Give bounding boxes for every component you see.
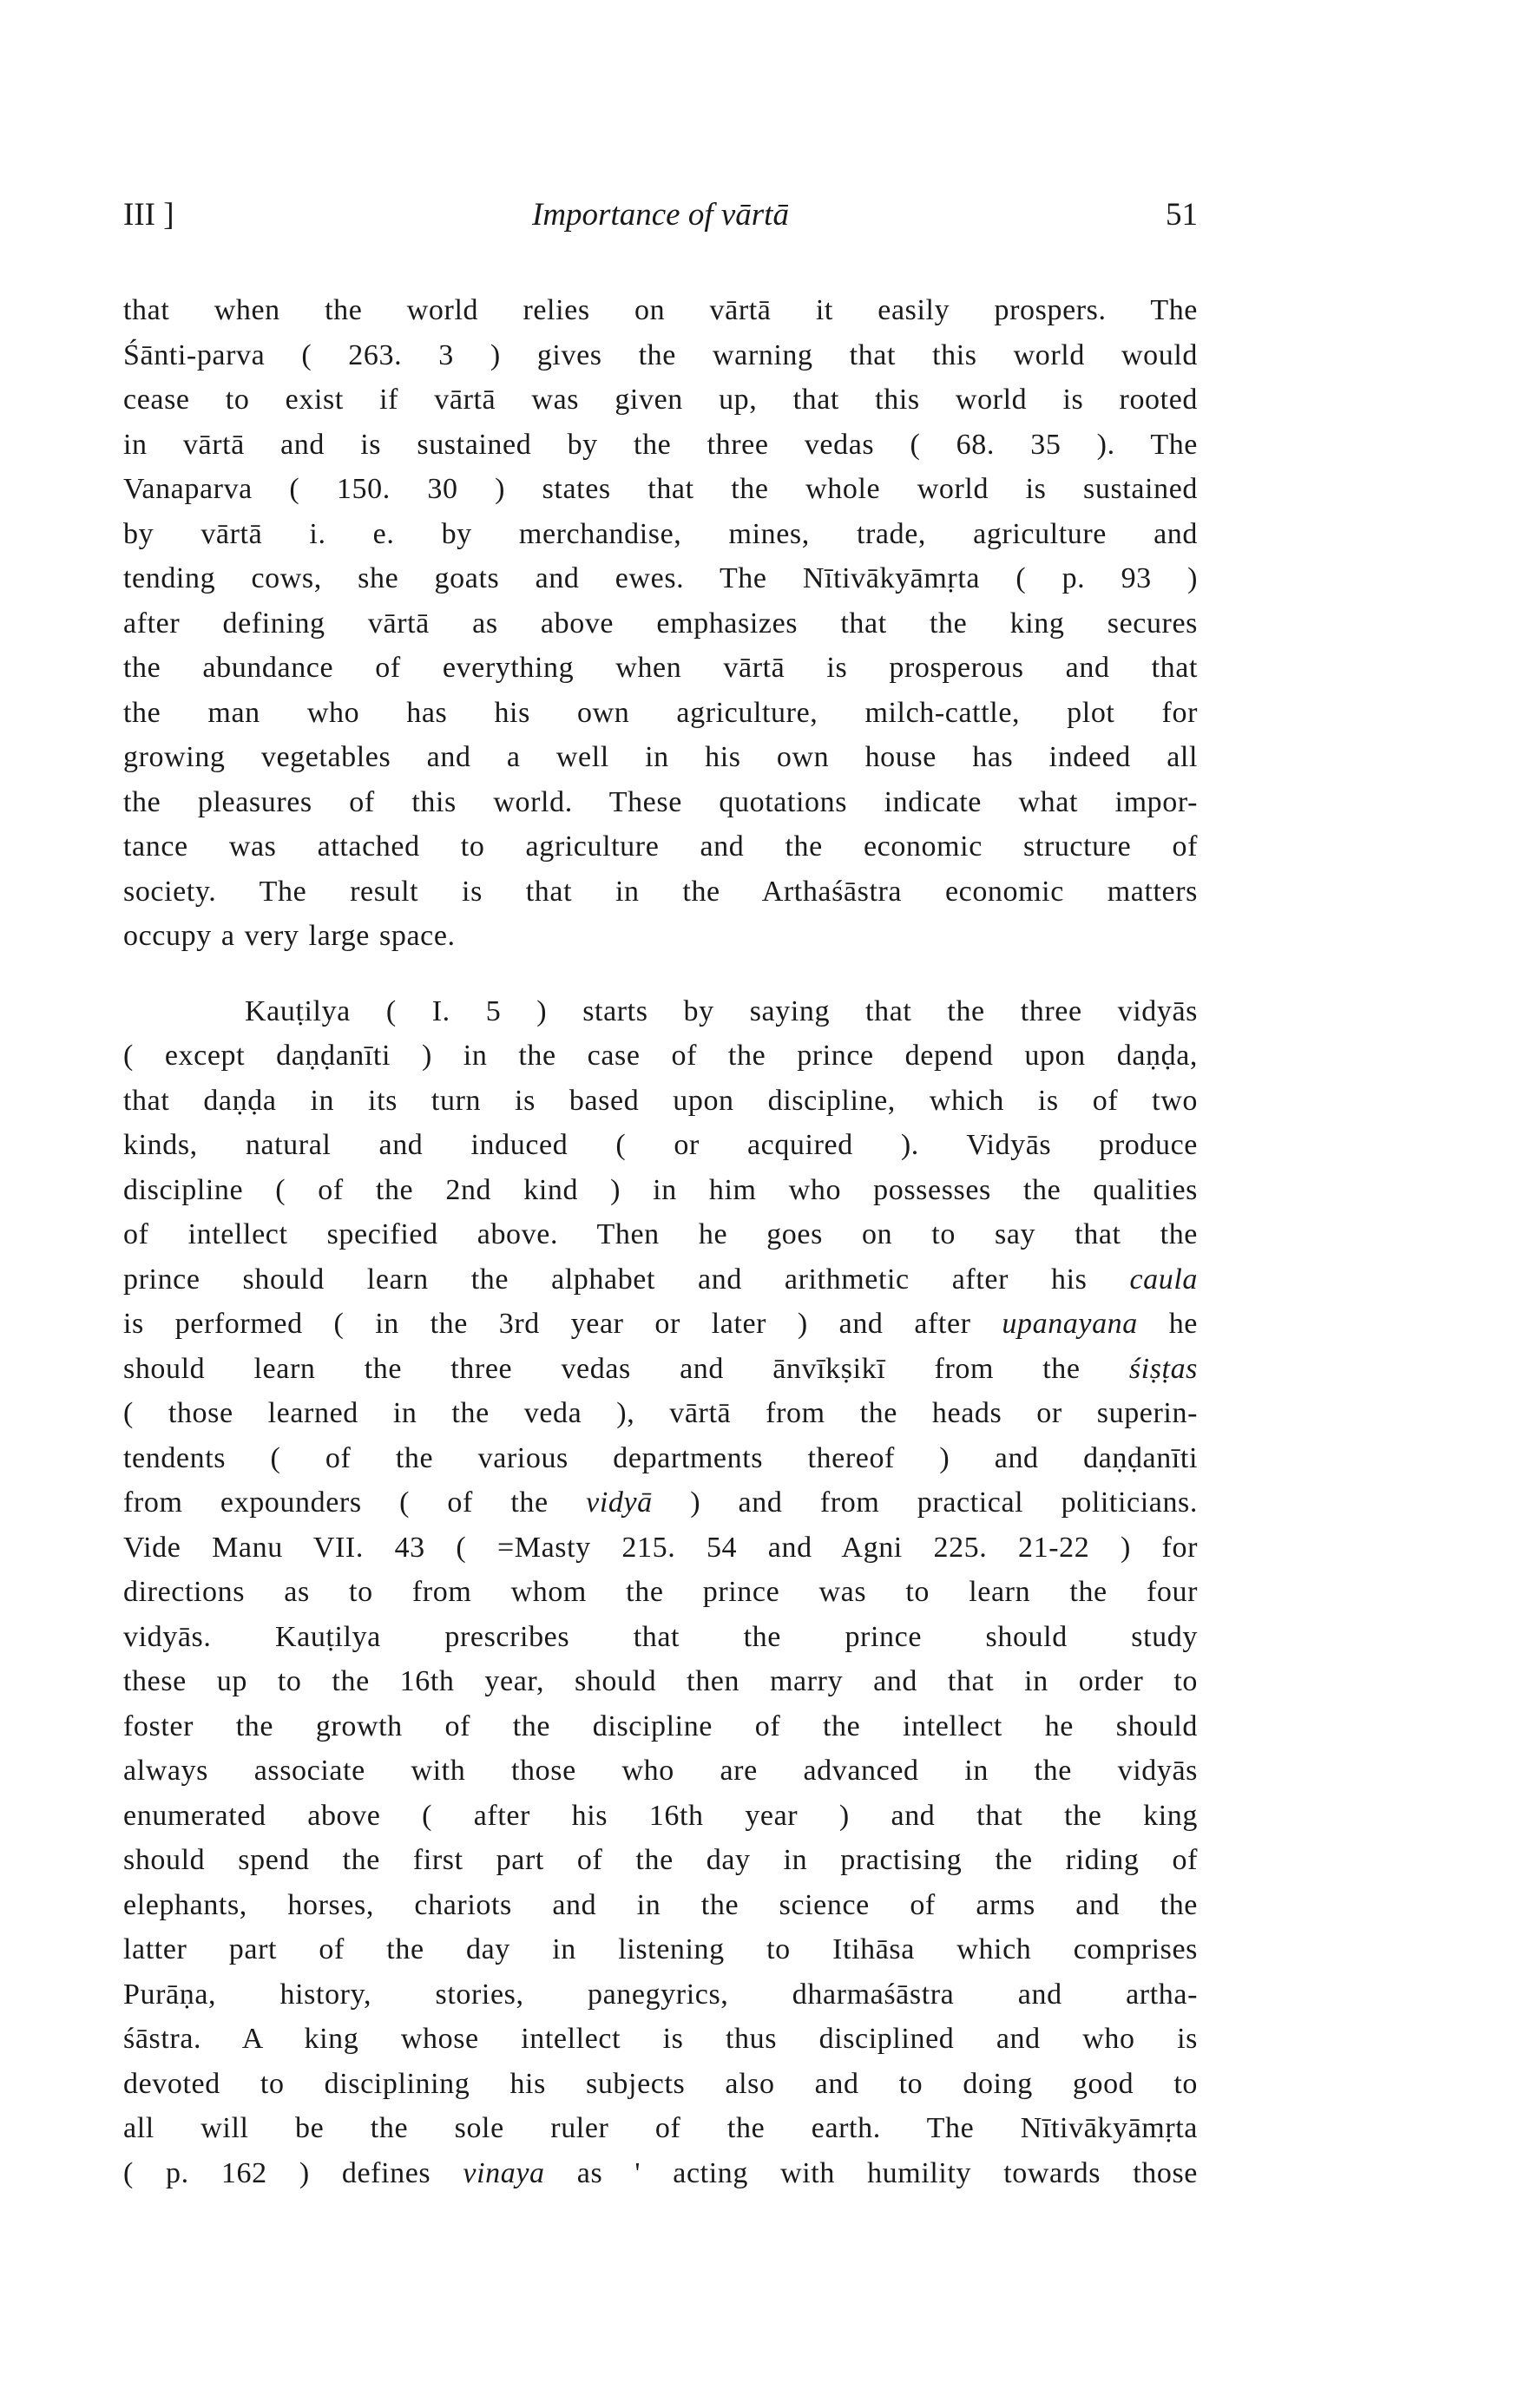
text-line: Kauṭilya ( I. 5 ) starts by saying that the three vidyās: [245, 994, 1198, 1027]
chapter-number: III ]: [123, 197, 174, 233]
text-line: the abundance of everything when vārtā is prosperous and that: [123, 652, 1198, 684]
text-line: foster the growth of the discipline of the intellect he should: [123, 1709, 1198, 1742]
text-line: the pleasures of this world. These quotations indicate what impor-: [123, 785, 1198, 818]
text-line: vidyās. Kauṭilya prescribes that the prince should study: [123, 1620, 1198, 1653]
text-line: the man who has his own agriculture, milch-cattle, plot for: [123, 696, 1198, 729]
text-line: after defining vārtā as above emphasizes that the king secures: [123, 607, 1198, 640]
text-line: growing vegetables and a well in his own house has indeed all: [123, 741, 1198, 773]
text-line: Vanaparva ( 150. 30 ) states that the whole world is sustained: [123, 473, 1198, 505]
text-line: ( p. 162 ) defines vinaya as ' acting with humility towards those: [123, 2156, 1198, 2189]
paragraph: [123, 288, 1198, 959]
text-line: kinds, natural and induced ( or acquired ). Vidyās produce: [123, 1129, 1198, 1161]
page-number: 51: [1166, 197, 1198, 233]
text-line: śāstra. A king whose intellect is thus disciplined and who is: [123, 2023, 1198, 2055]
text-line: tending cows, she goats and ewes. The Nītivākyāmṛta ( p. 93 ): [123, 562, 1198, 594]
page-body: [123, 288, 1198, 2195]
text-line: Purāṇa, history, stories, panegyrics, dharmaśāstra and artha-: [123, 1978, 1198, 2011]
text-line: elephants, horses, chariots and in the science of arms and the: [123, 1888, 1198, 1921]
paragraph: [123, 989, 1198, 2196]
text-line: Vide Manu VII. 43 ( =Masty 215. 54 and Agni 225. 21-22 ) for: [123, 1531, 1198, 1564]
text-line: ( those learned in the veda ), vārtā from the heads or superin-: [123, 1397, 1198, 1429]
text-line: that daṇḍa in its turn is based upon discipline, which is of two: [123, 1084, 1198, 1117]
text-line: prince should learn the alphabet and arithmetic after his caula: [123, 1263, 1198, 1296]
text-line: enumerated above ( after his 16th year ) and that the king: [123, 1799, 1198, 1832]
text-line: latter part of the day in listening to Itihāsa which comprises: [123, 1933, 1198, 1965]
text-line: society. The result is that in the Arthaśāstra economic matters: [123, 875, 1198, 908]
text-line: tance was attached to agriculture and the economic structure of: [123, 830, 1198, 863]
running-title: Importance of vārtā: [532, 197, 789, 233]
text-line: should learn the three vedas and ānvīkṣikī from the śiṣṭas: [123, 1352, 1198, 1385]
text-line: that when the world relies on vārtā it easily prospers. The: [123, 294, 1198, 326]
text-line: tendents ( of the various departments thereof ) and daṇḍanīti: [123, 1441, 1198, 1474]
text-line: by vārtā i. e. by merchandise, mines, trade, agriculture and: [123, 517, 1198, 550]
text-line: always associate with those who are advanced in the vidyās: [123, 1755, 1198, 1787]
text-line: these up to the 16th year, should then marry and that in order to: [123, 1665, 1198, 1697]
page-header: [123, 196, 1198, 239]
text-line: ( except daṇḍanīti ) in the case of the prince depend upon daṇḍa,: [123, 1040, 1198, 1072]
text-line: directions as to from whom the prince was to learn the four: [123, 1576, 1198, 1608]
text-line: is performed ( in the 3rd year or later ) and after upanayana he: [123, 1308, 1198, 1340]
text-line: should spend the first part of the day in practising the riding of: [123, 1844, 1198, 1876]
text-line: Śānti-parva ( 263. 3 ) gives the warning that this world would: [123, 338, 1198, 371]
text-line: in vārtā and is sustained by the three vedas ( 68. 35 ). The: [123, 428, 1198, 461]
text-line: of intellect specified above. Then he goes on to say that the: [123, 1218, 1198, 1250]
text-line: occupy a very large space.: [123, 920, 456, 952]
text-line: from expounders ( of the vidyā ) and from practical politicians.: [123, 1486, 1198, 1519]
text-line: discipline ( of the 2nd kind ) in him who possesses the qualities: [123, 1173, 1198, 1206]
text-line: devoted to disciplining his subjects also and to doing good to: [123, 2067, 1198, 2100]
text-line: all will be the sole ruler of the earth. The Nītivākyāmṛta: [123, 2112, 1198, 2144]
text-line: cease to exist if vārtā was given up, that this world is rooted: [123, 384, 1198, 416]
